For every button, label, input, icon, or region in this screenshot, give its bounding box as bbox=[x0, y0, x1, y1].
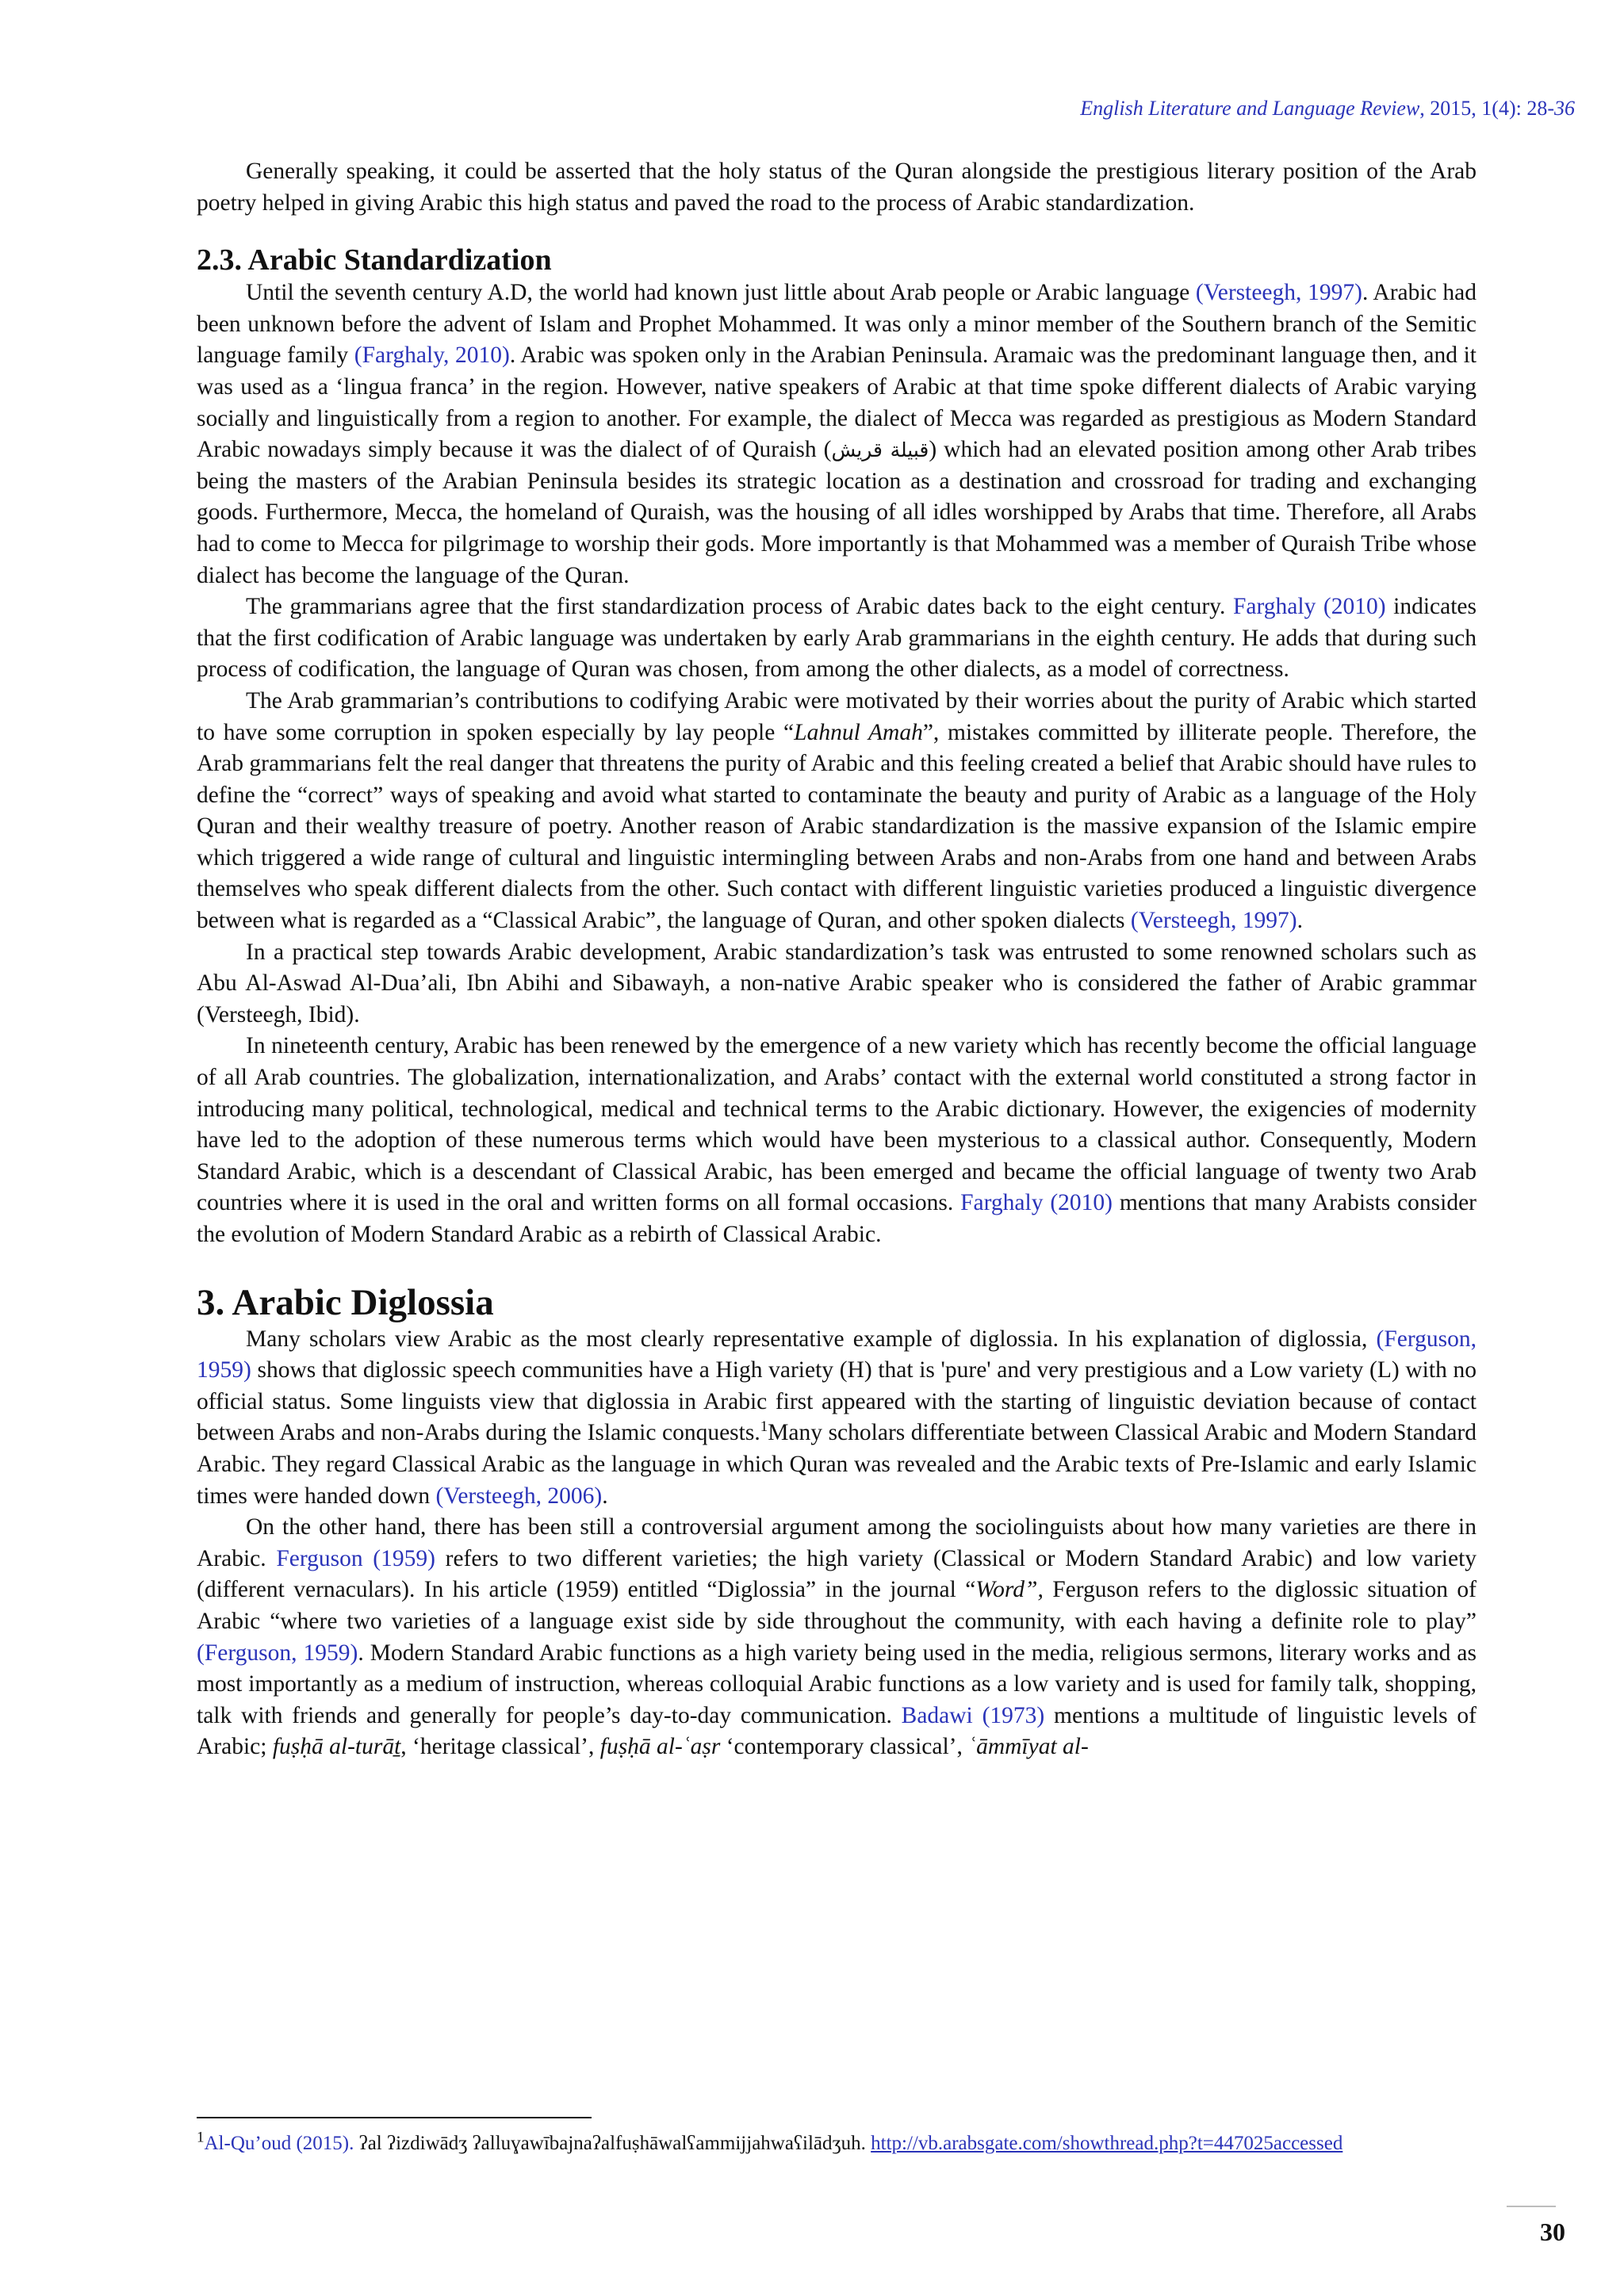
journal-title: English Literature and Language Review bbox=[1080, 97, 1420, 120]
citation-link[interactable]: (Farghaly, 2010) bbox=[354, 342, 510, 369]
footnote-url-link[interactable]: http://vb.arabsgate.com/showthread.php?t=447025accessed bbox=[871, 2133, 1343, 2154]
journal-issue: , 2015, 1(4): 28- bbox=[1419, 97, 1554, 120]
citation-link[interactable]: (Ferguson, 1959) bbox=[197, 1640, 358, 1666]
footnote-text: ʔal ʔizdiwādʒ ʔalluɣawībajnaʔalfuṣhāwalʕammijjahwaʕilādʒuh. bbox=[354, 2133, 871, 2154]
section-heading-3: 3. Arabic Diglossia bbox=[197, 1281, 494, 1323]
journal-pages-end: 36 bbox=[1554, 97, 1575, 120]
page-number: 30 bbox=[1540, 2218, 1565, 2246]
paragraph: Many scholars view Arabic as the most clearly representative example of diglossia. In his explanation of diglossia, (Ferguson, 1959) shows that diglossic speech communities have a High variety (H) that is 'pure' and very prestigious and a Low variety (L) with no official status. Some linguists view that diglossia in Arabic first appeared with the starting of linguistic deviation because of contact between Arabs and non-Arabs during the Islamic conquests.$^1$Many scholars differentiate between Classical Arabic and Modern Standard Arabic. They regard Classical Arabic as the language in which Quran was revealed and the Arabic texts of Pre-Islamic and early Islamic times were handed down (Versteegh, 2006). bbox=[197, 1326, 1477, 1509]
article-body bbox=[197, 156, 1477, 1763]
arabic-text: قبيلة قريش bbox=[831, 438, 929, 462]
page-number-divider bbox=[1507, 2206, 1556, 2207]
footnote-citation[interactable]: Al-Qu’oud (2015). bbox=[204, 2133, 354, 2154]
citation-link[interactable]: (Ferguson, 1959) bbox=[197, 1326, 1477, 1383]
citation-link[interactable]: (Versteegh, 1997) bbox=[1195, 280, 1362, 306]
paragraph: The grammarians agree that the first standardization process of Arabic dates back to the eight century. Farghaly (2010) indicates that the first codification of Arabic language was undertaken by early Arab grammarians in the eighth century. He adds that during such process of codification, the language of Quran was chosen, from among the other dialects, as a model of correctness. bbox=[197, 594, 1477, 683]
paragraph: In nineteenth century, Arabic has been renewed by the emergence of a new variety which has recently become the official language of all Arab countries. The globalization, internationalization, and Arabs’ contact with the external world constituted a strong factor in introducing many political, technological, medical and technical terms to the Arabic dictionary. However, the exigencies of modernity have led to the adoption of these numerous terms which would have been mysterious to a classical author. Consequently, Modern Standard Arabic, which is a descendant of Classical Arabic, has been emerged and became the official language of twenty two Arab countries where it is used in the oral and written forms on all formal occasions. Farghaly (2010) mentions that many Arabists consider the evolution of Modern Standard Arabic as a rebirth of Classical Arabic. bbox=[197, 1033, 1477, 1247]
section-heading-2-3: 2.3. Arabic Standardization bbox=[197, 243, 552, 277]
citation-link[interactable]: (Versteegh, 2006) bbox=[435, 1483, 603, 1509]
footnote-marker[interactable]: 1 bbox=[760, 1418, 768, 1436]
running-head bbox=[1080, 97, 1575, 121]
paragraph: On the other hand, there has been still a controversial argument among the sociolinguists about how many varieties are there in Arabic. Ferguson (1959) refers to two different varieties; the high variety (Classical or Modern Standard Arabic) and low variety (different vernaculars). In his article (1959) entitled “Diglossia” in the journal “Word”, Ferguson refers to the diglossic situation of Arabic “where two varieties of a language exist side by side throughout the community, with each having a definite role to play” (Ferguson, 1959). Modern Standard Arabic functions as a high variety being used in the media, religious sermons, literary works and as most importantly as a medium of instruction, whereas colloquial Arabic functions as a low variety and is used for family talk, shopping, talk with friends and generally for people’s day-to-day communication. Badawi (1973) mentions a multitude of linguistic levels of Arabic; fuṣḥā al-turāṯ, ‘heritage classical’, fuṣḥā al-ʿaṣr ‘contemporary classical’, ʿāmmīyat al- bbox=[197, 1514, 1477, 1760]
footnote bbox=[197, 2129, 1343, 2155]
footnote-divider bbox=[197, 2117, 592, 2118]
citation-link[interactable]: Badawi (1973) bbox=[901, 1702, 1045, 1728]
citation-link[interactable]: Farghaly (2010) bbox=[1232, 594, 1386, 620]
paragraph: In a practical step towards Arabic development, Arabic standardization’s task was entrusted to some renowned scholars such as Abu Al-Aswad Al-Dua’ali, Ibn Abihi and Sibawayh, a non-native Arabic speaker who is considered the father of Arabic grammar (Versteegh, Ibid). bbox=[197, 939, 1477, 1027]
intro-paragraph: Generally speaking, it could be asserted that the holy status of the Quran alongside the prestigious literary position of the Arab poetry helped in giving Arabic this high status and paved the road to the process of Arabic standardization. bbox=[197, 159, 1477, 216]
citation-link[interactable]: Farghaly (2010) bbox=[960, 1190, 1113, 1216]
paragraph: The Arab grammarian’s contributions to codifying Arabic were motivated by their worries about the purity of Arabic which started to have some corruption in spoken especially by lay people “Lahnul Amah”, mistakes committed by illiterate people. Therefore, the Arab grammarians felt the real danger that threatens the purity of Arabic and this feeling created a belief that Arabic should have rules to define the “correct” ways of speaking and avoid what started to contaminate the beauty and purity of Arabic as a language of the Holy Quran and their wealthy treasure of poetry. Another reason of Arabic standardization is the massive expansion of the Islamic empire which triggered a wide range of cultural and linguistic intermingling between Arabs and non-Arabs from one hand and between Arabs themselves who speak different dialects from the other. Such contact with different linguistic varieties produced a linguistic divergence between what is regarded as a “Classical Arabic”, the language of Quran, and other spoken dialects (Versteegh, 1997). bbox=[197, 687, 1477, 934]
footnote-mark: 1 bbox=[197, 2129, 205, 2146]
paragraph: Until the seventh century A.D, the world had known just little about Arab people or Arabic language (Versteegh, 1997). Arabic had been unknown before the advent of Islam and Prophet Mohammed. It was only a minor member of the Southern branch of the Semitic language family (Farghaly, 2010). Arabic was spoken only in the Arabian Peninsula. Aramaic was the predominant language then, and it was used as a ‘lingua franca’ in the region. However, native speakers of Arabic at that time spoke different dialects of Arabic varying socially and linguistically from a region to another. For example, the dialect of Mecca was regarded as prestigious as Modern Standard Arabic nowadays simply because it was the dialect of of Quraish (قبيلة قريش) which had an elevated position among other Arab tribes being the masters of the Arabian Peninsula besides its strategic location as a destination and crossroad for trading and exchanging goods. Furthermore, Mecca, the homeland of Quraish, was the housing of all idles worshipped by Arabs that time. Therefore, all Arabs had to come to Mecca for pilgrimage to worship their gods. More importantly is that Mohammed was a member of Quraish Tribe whose dialect has become the language of the Quran. bbox=[197, 280, 1477, 588]
citation-link[interactable]: (Versteegh, 1997) bbox=[1130, 908, 1297, 934]
citation-link[interactable]: Ferguson (1959) bbox=[276, 1545, 435, 1571]
